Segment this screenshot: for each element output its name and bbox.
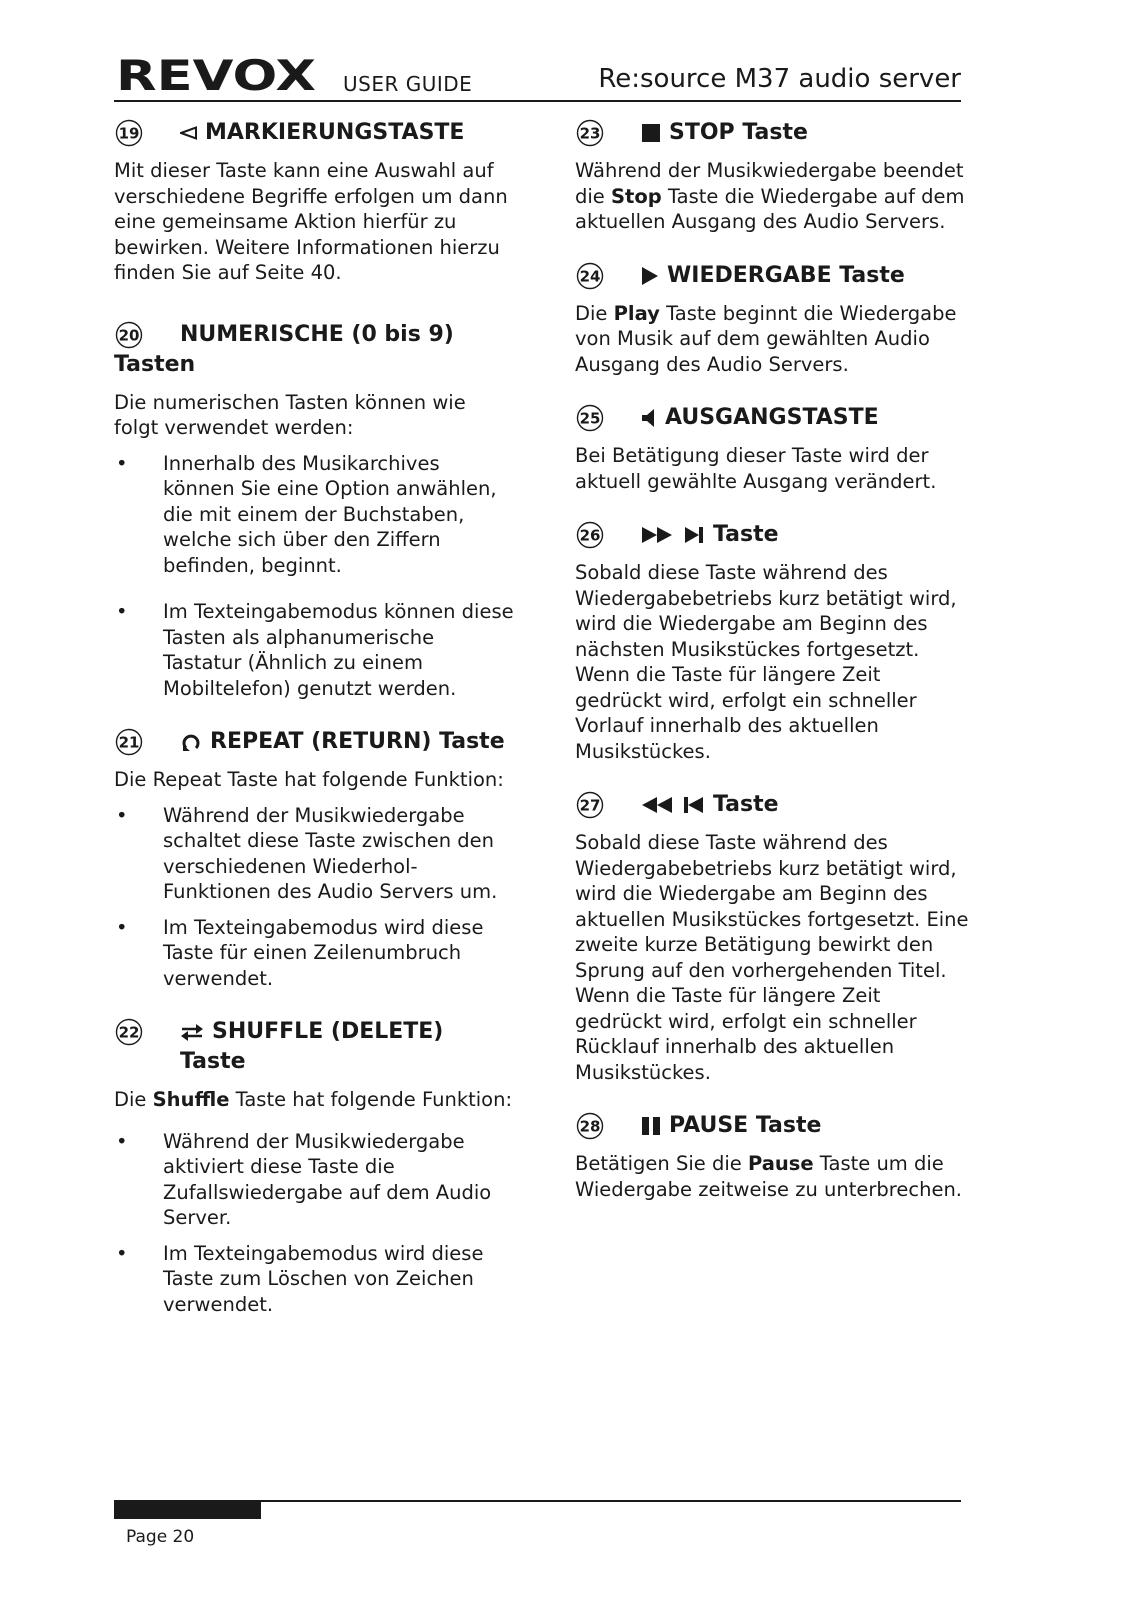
section-text: Die Play Taste beginnt die Wiedergabe von Musik auf dem gewählten Audio Ausgang des Audio Servers. <box>575 301 957 376</box>
section-26 <box>575 520 970 764</box>
bullet-list <box>114 803 514 992</box>
svg-text:27: 27 <box>579 796 601 815</box>
section-text: Sobald diese Taste während des Wiedergabebetriebs kurz betätigt wird, wird die Wiedergabe am Beginn des aktuellen Musikstückes fortgesetzt. Eine zweite kurze Betätigung bewirkt den Sprung auf den vorhergehenden Titel. Wenn die Taste für längere Zeit gedrückt wird, erfolgt ein schneller Rücklauf innerhalb des aktuellen Musikstückes. <box>575 831 969 1084</box>
left-column <box>114 118 514 1317</box>
section-heading <box>114 118 514 148</box>
number-circle-23 <box>575 118 605 148</box>
svg-text:21: 21 <box>118 733 140 752</box>
bullet-list <box>114 1129 514 1318</box>
section-27 <box>575 790 970 1085</box>
number-circle-27 <box>575 790 605 820</box>
page-number: Page 20 <box>126 1527 195 1547</box>
section-22 <box>114 1017 514 1317</box>
section-heading <box>575 1111 970 1141</box>
list-item: • Im Texteingabemodus wird diese Taste für einen Zeilenumbruch verwendet. <box>114 915 514 992</box>
section-title: STOP Taste <box>669 120 808 145</box>
number-circle-26 <box>575 520 605 550</box>
user-guide-label: USER GUIDE <box>343 72 473 96</box>
number-circle-21 <box>114 727 144 757</box>
section-heading <box>575 520 970 550</box>
list-item: • Innerhalb des Musikarchives können Sie eine Option anwählen, die mit einem der Buchstaben, welche sich über den Ziffern befinden, beginnt. <box>114 451 514 579</box>
repeat-icon <box>180 732 202 752</box>
number-circle-24 <box>575 261 605 291</box>
revox-logo <box>114 56 320 96</box>
svg-text:22: 22 <box>118 1023 140 1042</box>
section-text: Betätigen Sie die Pause Taste um die Wiedergabe zeitweise zu unterbrechen. <box>575 1152 963 1201</box>
section-text: Bei Betätigung dieser Taste wird der aktuell gewählte Ausgang verändert. <box>575 444 937 493</box>
section-text: Während der Musikwiedergabe beendet die Stop Taste die Wiedergabe auf dem aktuellen Ausgang des Audio Servers. <box>575 159 965 233</box>
pause-icon <box>641 1116 661 1136</box>
number-circle-19 <box>114 118 144 148</box>
stop-icon <box>641 123 661 143</box>
number-circle-25 <box>575 403 605 433</box>
section-heading <box>575 403 970 433</box>
section-19 <box>114 118 514 286</box>
svg-text:25: 25 <box>579 409 601 428</box>
section-title: MARKIERUNGSTASTE <box>205 120 465 145</box>
section-28 <box>575 1111 970 1202</box>
section-title: REPEAT (RETURN) Taste <box>210 729 505 754</box>
section-text: Die Repeat Taste hat folgende Funktion: <box>114 768 504 791</box>
shuffle-icon <box>180 1023 204 1041</box>
section-title: NUMERISCHE (0 bis 9) Tasten <box>114 321 454 377</box>
list-item: • Im Texteingabemodus wird diese Taste zum Löschen von Zeichen verwendet. <box>114 1241 514 1318</box>
section-23 <box>575 118 970 235</box>
page-header <box>114 56 961 102</box>
section-text: Die numerischen Tasten können wie folgt verwendet werden: <box>114 390 466 439</box>
section-text: Mit dieser Taste kann eine Auswahl auf verschiedene Begriffe erfolgen um dann eine gemeinsame Aktion hierfür zu bewirken. Weitere Informationen hierzu finden Sie auf Seite 40. <box>114 159 508 284</box>
svg-text:REVOX: REVOX <box>116 56 316 96</box>
play-icon <box>641 266 659 286</box>
section-heading <box>114 727 514 757</box>
section-heading <box>575 790 970 820</box>
section-20 <box>114 320 514 702</box>
list-item: • Während der Musikwiedergabe schaltet diese Taste zwischen den verschiedenen Wiederhol-Funktionen des Audio Servers um. <box>114 803 514 905</box>
section-text: Sobald diese Taste während des Wiedergabebetriebs kurz betätigt wird, wird die Wiedergabe am Beginn des nächsten Musikstückes fortgesetzt. Wenn die Taste für längere Zeit gedrückt wird, erfolgt ein schneller Vorlauf innerhalb des aktuellen Musikstückes. <box>575 561 957 763</box>
section-25 <box>575 403 970 494</box>
list-item: • Im Texteingabemodus können diese Tasten als alphanumerische Tastatur (Ähnlich zu einem Mobiltelefon) genutzt werden. <box>114 599 514 701</box>
svg-text:20: 20 <box>118 326 140 344</box>
rewind-previous-icon <box>641 795 705 815</box>
list-item: • Während der Musikwiedergabe aktiviert diese Taste die Zufallswiedergabe auf dem Audio Server. <box>114 1129 514 1231</box>
section-title: WIEDERGABE Taste <box>667 262 905 288</box>
footer-block <box>114 1500 261 1519</box>
number-circle-22 <box>114 1017 144 1047</box>
svg-text:24: 24 <box>579 267 601 285</box>
section-24 <box>575 261 970 378</box>
speaker-icon <box>641 408 657 428</box>
svg-text:23: 23 <box>579 124 601 143</box>
number-circle-28 <box>575 1111 605 1141</box>
section-title: Taste <box>713 792 779 817</box>
section-text: Die Shuffle Taste hat folgende Funktion: <box>114 1088 513 1111</box>
section-heading <box>575 261 970 291</box>
section-title: SHUFFLE (DELETE) Taste <box>180 1019 444 1074</box>
svg-text:28: 28 <box>579 1117 601 1136</box>
section-title: AUSGANGSTASTE <box>665 405 879 430</box>
section-heading <box>114 320 514 380</box>
svg-text:19: 19 <box>118 124 140 143</box>
triangle-left-outline-icon <box>180 126 197 140</box>
section-heading <box>114 1017 514 1077</box>
section-21 <box>114 727 514 991</box>
number-circle-20 <box>114 320 144 350</box>
fast-forward-next-icon <box>641 525 705 545</box>
bullet-list <box>114 451 514 702</box>
section-title: Taste <box>713 522 779 547</box>
section-title: PAUSE Taste <box>669 1113 822 1138</box>
right-column <box>575 118 970 1202</box>
section-heading <box>575 118 970 148</box>
product-title: Re:source M37 audio server <box>598 64 961 94</box>
svg-text:26: 26 <box>579 526 601 545</box>
